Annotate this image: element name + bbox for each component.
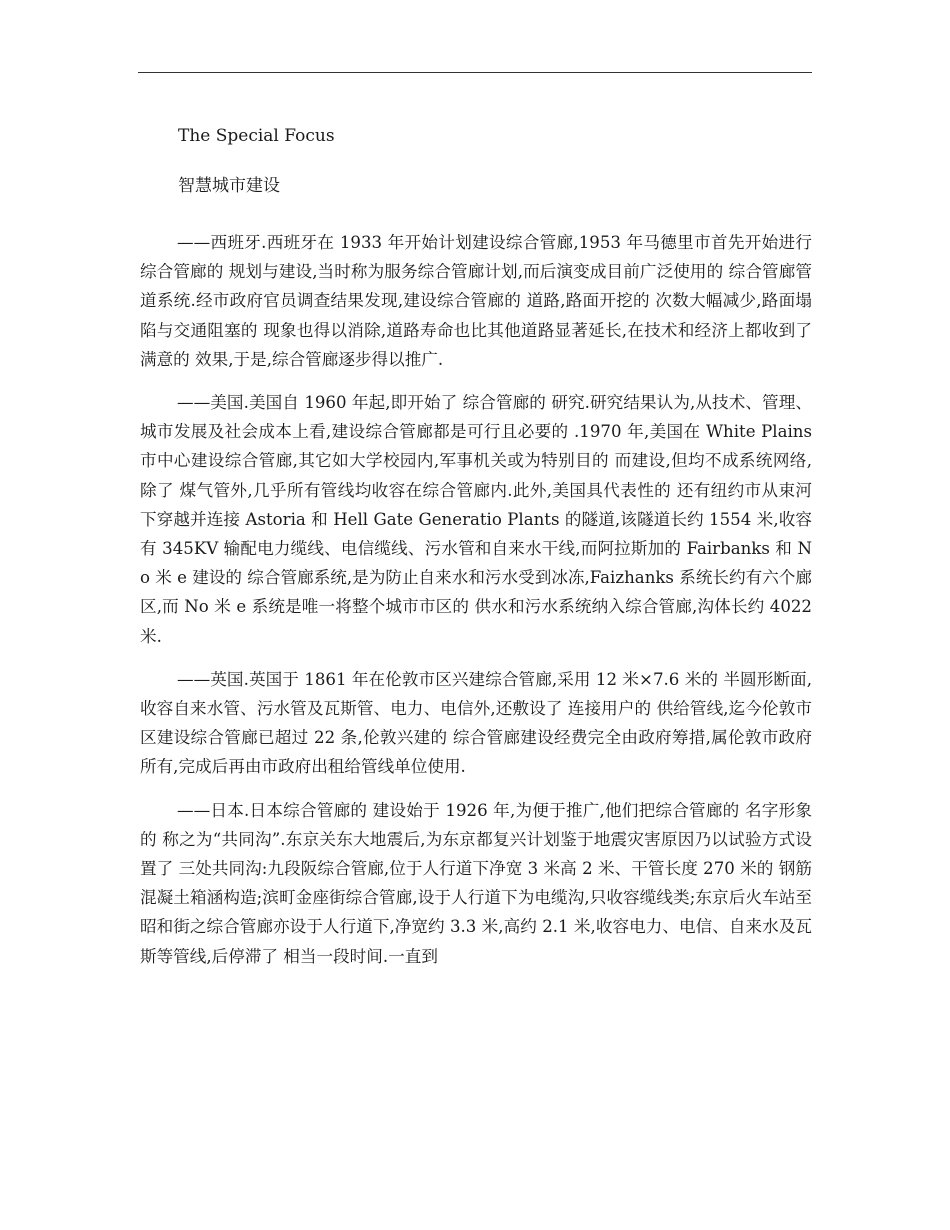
section-title: 智慧城市建设 bbox=[178, 176, 280, 196]
paragraph-uk: ——英国.英国于 1861 年在伦敦市区兴建综合管廊,采用 12 米×7.6 米的 半圆形断面,收容自来水管、污水管及瓦斯管、电力、电信外,还敷设了 连接用户的 供给管线,迄今伦敦市区建设综合管廊已超过 22 条,伦敦兴建的 综合管廊建设经费完全由政府筹措,属伦敦市政府所有,完成后再由市政府出租给管线单位使用. bbox=[140, 669, 812, 777]
paragraph-spain: ——西班牙.西班牙在 1933 年开始计划建设综合管廊,1953 年马德里市首先开始进行综合管廊的 规划与建设,当时称为服务综合管廊计划,而后演变成目前广泛使用的 综合管廊管道系统.经市政府官员调查结果发现,建设综合管廊的 道路,路面开挖的 次数大幅减少,路面塌陷与交通阻塞的 现象也得以消除,道路寿命也比其他道路显著延长,在技术和经济上都收到了 满意的 效果,于是,综合管廊逐步得以推广. bbox=[140, 233, 812, 369]
paragraph-usa: ——美国.美国自 1960 年起,即开始了 综合管廊的 研究.研究结果认为,从技术、管理、城市发展及社会成本上看,建设综合管廊都是可行且必要的 .1970 年,美国在 White Plains 市中心建设综合管廊,其它如大学校园内,军事机关或为特别目的 而建设,但均不成系统网络,除了 煤气管外,几乎所有管线均收容在综合管廊内.此外,美国具代表性的 还有纽约市从束河下穿越并连接 Astoria 和 Hell Gate Generatio Plants 的隧道,该隧道长约 1554 米,收容有 345KV 输配电力缆线、电信缆线、污水管和自来水干线,而阿拉斯加的 Fairbanks 和 No 米 e 建设的 综合管廊系统,是为防止自来水和污水受到冰冻,Faizhanks 系统长约有六个廊区,而 No 米 e 系统是唯一将整个城市市区的 供水和污水系统纳入综合管廊,沟体长约 4022 米. bbox=[140, 393, 812, 646]
article-body bbox=[140, 228, 812, 985]
header-rule bbox=[138, 72, 812, 73]
paragraph-japan: ——日本.日本综合管廊的 建设始于 1926 年,为便于推广,他们把综合管廊的 名字形象的 称之为“共同沟”.东京关东大地震后,为东京都复兴计划鉴于地震灾害原因乃以试验方式设置了 三处共同沟:九段阪综合管廊,位于人行道下净宽 3 米高 2 米、干管长度 270 米的 钢筋混凝土箱涵构造;滨町金座街综合管廊,设于人行道下为电缆沟,只收容缆线类;东京后火车站至昭和街之综合管廊亦设于人行道下,净宽约 3.3 米,高约 2.1 米,收容电力、电信、自来水及瓦斯等管线,后停滞了 相当一段时间.一直到 bbox=[140, 800, 812, 966]
running-title: The Special Focus bbox=[178, 126, 335, 146]
